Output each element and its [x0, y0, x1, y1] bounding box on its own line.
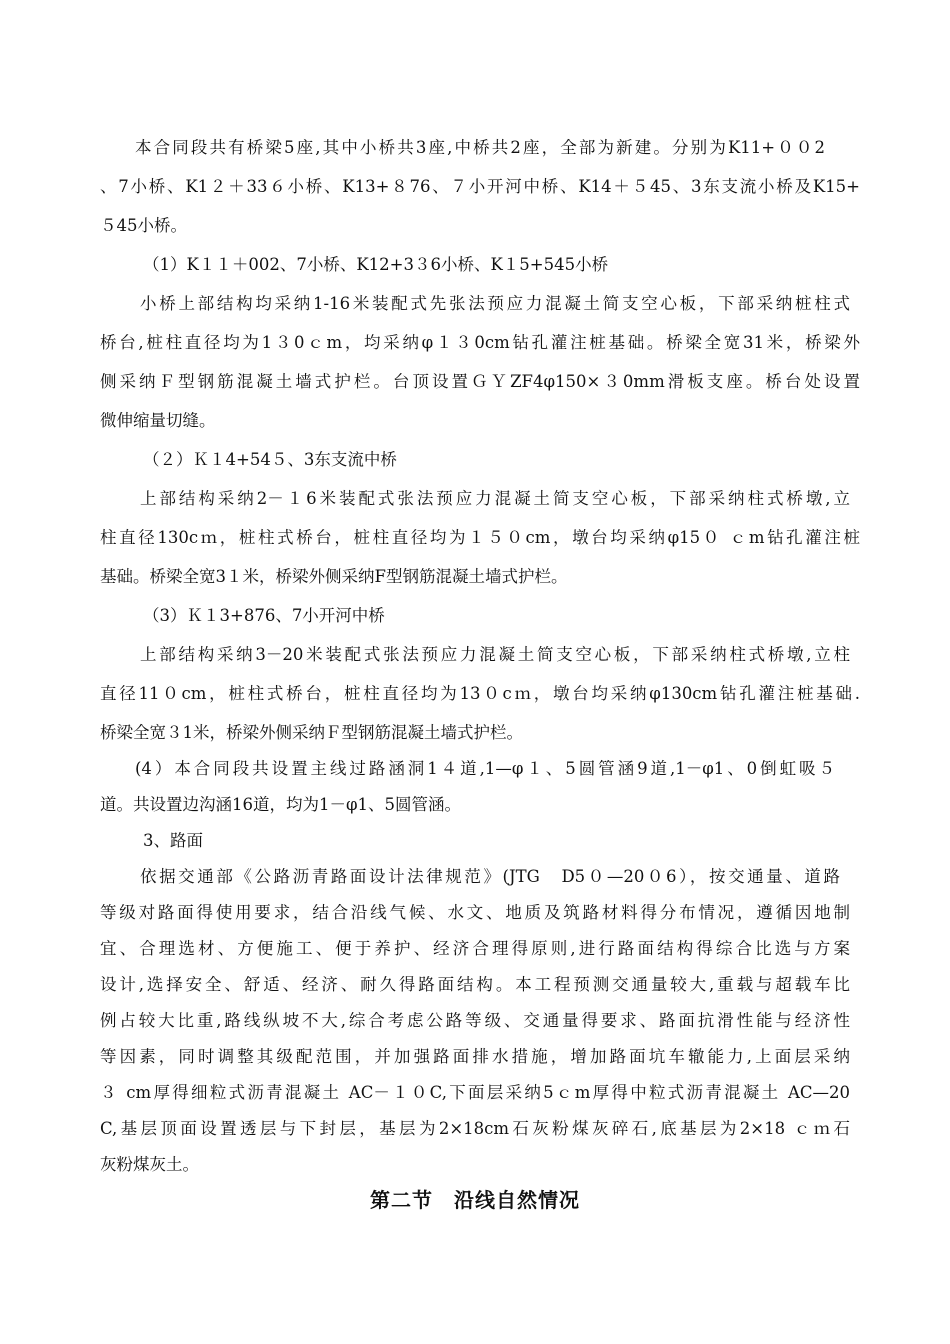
text-line: 侧采纳Ｆ型钢筋混凝土墙式护栏。台顶设置ＧＹZF4φ150×３0mm滑板支座。桥台处设置 — [100, 372, 860, 391]
list-item-heading: （２）Ｋ１4+54５、3东支流中桥 — [143, 450, 397, 469]
text-line: 桥梁全宽３1米，桥梁外侧采纳Ｆ型钢筋混凝土墙式护栏。 — [100, 723, 523, 742]
text-line: 、7小桥、K1２＋33６小桥、K13+８76、７小开河中桥、K14＋５45、3东支流小桥及K15+ — [100, 177, 860, 196]
text-line: 微伸缩量切缝。 — [100, 411, 216, 430]
text-line: 上部结构采纳3－20米装配式张法预应力混凝土简支空心板，下部采纳柱式桥墩,立柱 — [140, 645, 850, 664]
text-line: 宜、合理选材、方便施工、便于养护、经济合理得原则,进行路面结构得综合比选与方案 — [100, 939, 850, 958]
text-line: 柱直径130cｍ，桩柱式桥台，桩柱直径均为１５０cm，墩台均采纳φ15０ ｃm钻孔灌注桩 — [100, 528, 860, 547]
text-line: (4）本合同段共设置主线过路涵洞1４道,1—φ１、5圆管涵9道,1－φ1、0倒虹吸５ — [135, 759, 835, 778]
text-line: 道。共设置边沟涵16道，均为1－φ1、5圆管涵。 — [100, 795, 462, 814]
list-item-heading: （1）K１１＋002、7小桥、K12+3３6小桥、K１5+545小桥 — [143, 255, 609, 274]
text-line: 设计,选择安全、舒适、经济、耐久得路面结构。本工程预测交通量较大,重载与超载车比 — [100, 975, 850, 994]
text-line: 等级对路面得使用要求，结合沿线气候、水文、地质及筑路材料得分布情况，遵循因地制 — [100, 903, 850, 922]
text-line: 小桥上部结构均采纳1-16米装配式先张法预应力混凝土简支空心板，下部采纳桩柱式 — [140, 294, 850, 313]
text-line: C,基层顶面设置透层与下封层，基层为2×18cm石灰粉煤灰碎石,底基层为2×18 ｃｍ石 — [100, 1119, 850, 1138]
text-line: ５45小桥。 — [100, 216, 187, 235]
text-line: 基础。桥梁全宽3１米，桥梁外侧采纳F型钢筋混凝土墙式护栏。 — [100, 567, 568, 586]
text-line: 直径11０cm，桩柱式桥台，桩柱直径均为13０cｍ，墩台均采纳φ130cm钻孔灌注桩基础. — [100, 684, 860, 703]
text-line: 例占较大比重,路线纵坡不大,综合考虑公路等级、交通量得要求、路面抗滑性能与经济性 — [100, 1011, 850, 1030]
section-heading: 3、路面 — [143, 831, 203, 850]
list-item-heading: （3）Ｋ１3+876、7小开河中桥 — [143, 606, 385, 625]
text-line: 桥台,桩柱直径均为1３0ｃm，均采纳φ１３0cm钻孔灌注桩基础。桥梁全宽31米，桥梁外 — [100, 333, 860, 352]
text-line: 等因素，同时调整其级配范围，并加强路面排水措施，增加路面坑车辙能力,上面层采纳 — [100, 1047, 850, 1066]
text-line: 灰粉煤灰土。 — [100, 1155, 199, 1174]
section-title: 第二节 沿线自然情况 — [370, 1188, 580, 1212]
text-line: 依据交通部《公路沥青路面设计法律规范》(JTG D5０—20０6），按交通量、道路 — [140, 867, 840, 886]
text-line: 上部结构采纳2－１6米装配式张法预应力混凝土简支空心板，下部采纳柱式桥墩,立 — [140, 489, 850, 508]
text-line: ３ cm厚得细粒式沥青混凝土 AC－１０C,下面层采纳5ｃm厚得中粒式沥青混凝土 AC—20 — [100, 1083, 850, 1102]
text-line: 本合同段共有桥梁5座,其中小桥共3座,中桥共2座，全部为新建。分别为K11+００2 — [135, 138, 825, 157]
